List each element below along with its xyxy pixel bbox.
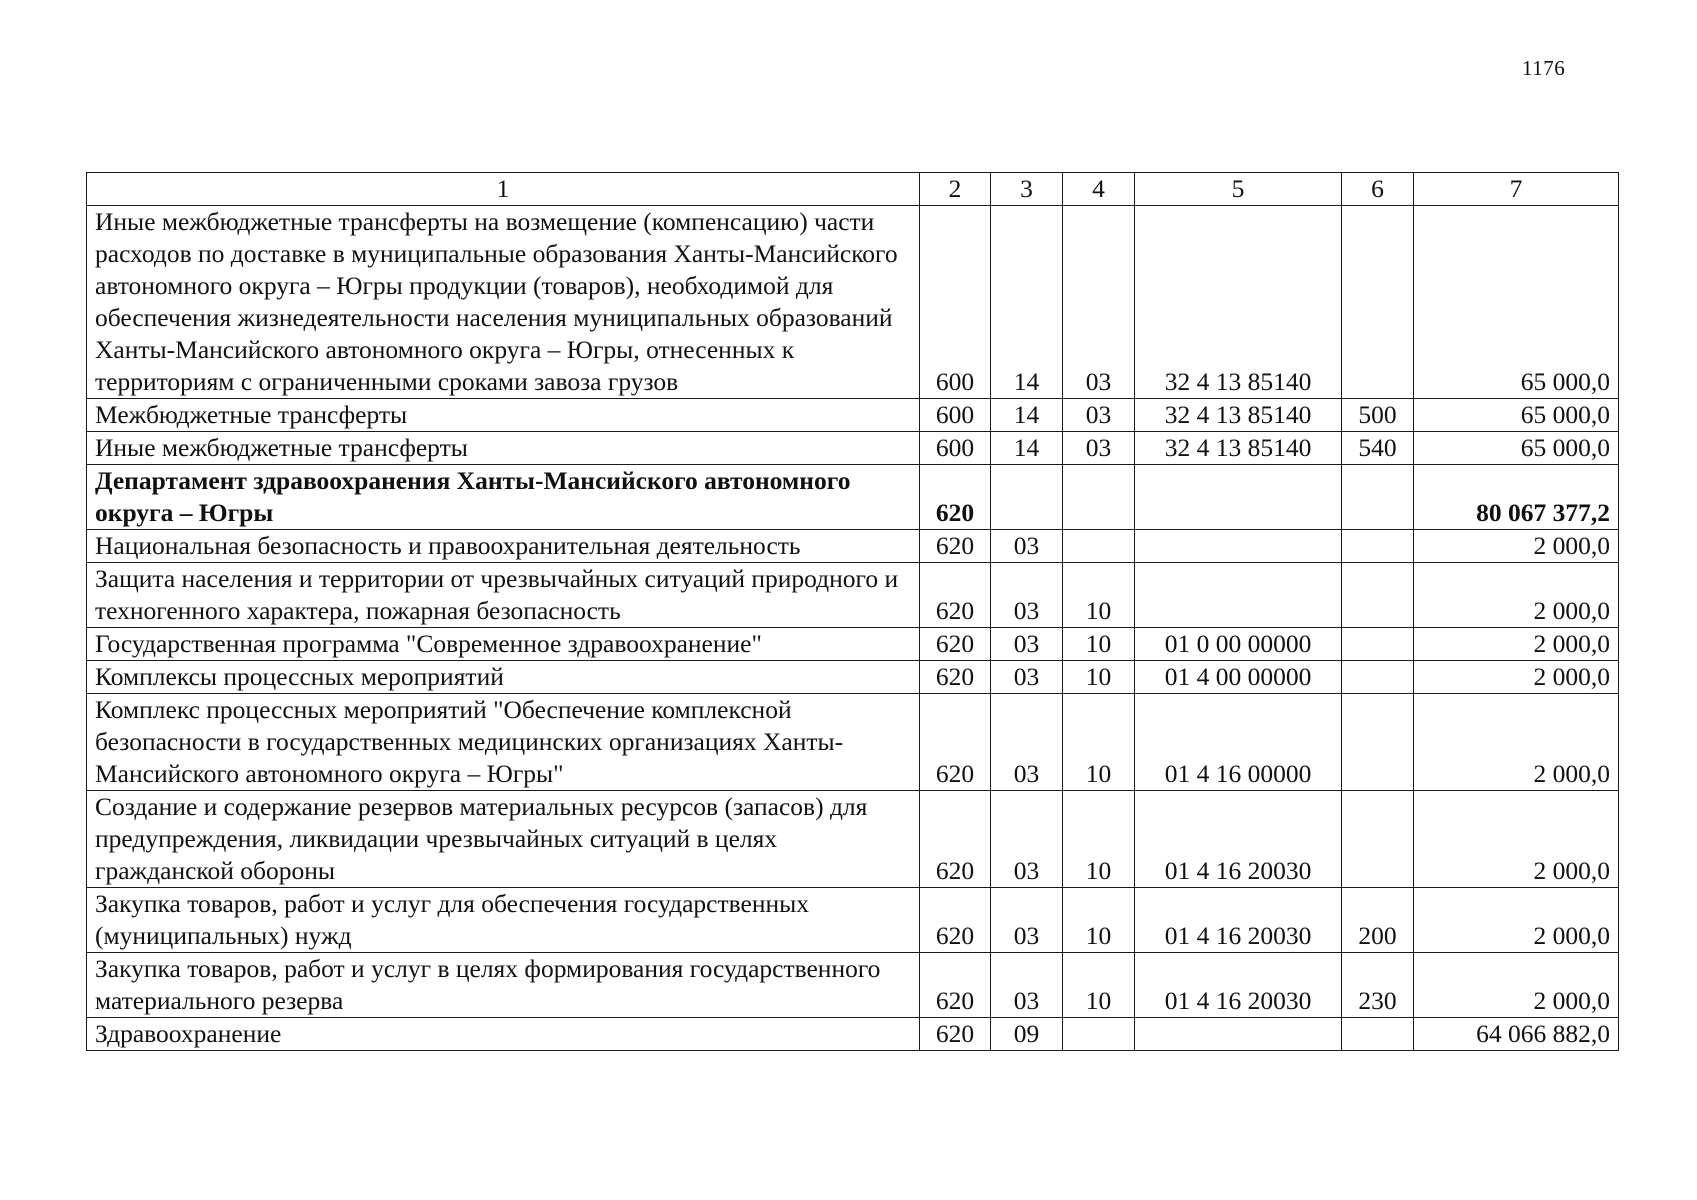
column-number-1: 1 xyxy=(87,173,920,206)
row-name: Государственная программа "Современное здравоохранение" xyxy=(87,628,920,661)
cell-subsection: 10 xyxy=(1063,791,1135,888)
cell-section: 14 xyxy=(991,206,1063,399)
cell-amount: 2 000,0 xyxy=(1414,953,1619,1018)
table-row xyxy=(87,530,1619,563)
cell-ministry-code: 600 xyxy=(920,206,991,399)
cell-ministry-code: 620 xyxy=(920,1018,991,1051)
cell-expense-type: 200 xyxy=(1342,888,1414,953)
row-name: Межбюджетные трансферты xyxy=(87,399,920,432)
cell-section xyxy=(991,465,1063,530)
cell-expense-type xyxy=(1342,206,1414,399)
cell-section: 14 xyxy=(991,432,1063,465)
cell-ministry-code: 620 xyxy=(920,530,991,563)
cell-expense-type xyxy=(1342,530,1414,563)
cell-ministry-code: 620 xyxy=(920,465,991,530)
cell-amount: 2 000,0 xyxy=(1414,791,1619,888)
cell-section: 03 xyxy=(991,888,1063,953)
cell-target-article: 01 4 16 20030 xyxy=(1135,953,1342,1018)
row-name: Создание и содержание резервов материальных ресурсов (запасов) для предупреждения, ликвидации чрезвычайных ситуаций в целях гражданской обороны xyxy=(87,791,920,888)
cell-expense-type xyxy=(1342,791,1414,888)
cell-ministry-code: 620 xyxy=(920,661,991,694)
cell-amount: 2 000,0 xyxy=(1414,661,1619,694)
cell-subsection xyxy=(1063,530,1135,563)
cell-expense-type xyxy=(1342,661,1414,694)
row-name: Здравоохранение xyxy=(87,1018,920,1051)
table-row xyxy=(87,661,1619,694)
cell-subsection xyxy=(1063,465,1135,530)
cell-ministry-code: 620 xyxy=(920,563,991,628)
cell-amount: 2 000,0 xyxy=(1414,888,1619,953)
table-row xyxy=(87,399,1619,432)
cell-subsection: 10 xyxy=(1063,888,1135,953)
row-name: Комплекс процессных мероприятий "Обеспечение комплексной безопасности в государственных медицинских организациях Ханты-Мансийского автономного округа – Югры" xyxy=(87,694,920,791)
cell-amount: 2 000,0 xyxy=(1414,694,1619,791)
cell-expense-type: 540 xyxy=(1342,432,1414,465)
cell-section: 03 xyxy=(991,563,1063,628)
table-row xyxy=(87,1018,1619,1051)
cell-subsection: 10 xyxy=(1063,953,1135,1018)
cell-amount: 2 000,0 xyxy=(1414,530,1619,563)
page-number: 1176 xyxy=(1522,56,1566,80)
cell-expense-type xyxy=(1342,465,1414,530)
row-name: Защита населения и территории от чрезвычайных ситуаций природного и техногенного характера, пожарная безопасность xyxy=(87,563,920,628)
column-number-4: 4 xyxy=(1063,173,1135,206)
column-number-3: 3 xyxy=(991,173,1063,206)
table-row xyxy=(87,563,1619,628)
row-name: Департамент здравоохранения Ханты-Мансийского автономного округа – Югры xyxy=(87,465,920,530)
cell-expense-type: 230 xyxy=(1342,953,1414,1018)
cell-subsection: 10 xyxy=(1063,563,1135,628)
cell-target-article xyxy=(1135,465,1342,530)
budget-table xyxy=(86,172,1619,1051)
cell-section: 09 xyxy=(991,1018,1063,1051)
cell-subsection xyxy=(1063,1018,1135,1051)
table-row xyxy=(87,206,1619,399)
cell-expense-type: 500 xyxy=(1342,399,1414,432)
cell-amount: 2 000,0 xyxy=(1414,628,1619,661)
cell-ministry-code: 620 xyxy=(920,953,991,1018)
cell-section: 14 xyxy=(991,399,1063,432)
cell-expense-type xyxy=(1342,628,1414,661)
cell-target-article xyxy=(1135,530,1342,563)
cell-ministry-code: 620 xyxy=(920,628,991,661)
column-number-5: 5 xyxy=(1135,173,1342,206)
cell-target-article: 01 0 00 00000 xyxy=(1135,628,1342,661)
cell-subsection: 03 xyxy=(1063,206,1135,399)
cell-target-article xyxy=(1135,1018,1342,1051)
cell-ministry-code: 620 xyxy=(920,791,991,888)
cell-subsection: 03 xyxy=(1063,399,1135,432)
cell-section: 03 xyxy=(991,694,1063,791)
cell-target-article: 32 4 13 85140 xyxy=(1135,399,1342,432)
cell-ministry-code: 600 xyxy=(920,432,991,465)
cell-subsection: 10 xyxy=(1063,628,1135,661)
row-name: Иные межбюджетные трансферты на возмещение (компенсацию) части расходов по доставке в муниципальные образования Ханты-Мансийского автономного округа – Югры продукции (товаров), необходимой для обеспечения жизнедеятельности населения муниципальных образований Ханты-Мансийского автономного округа – Югры, отнесенных к территориям с ограниченными сроками завоза грузов xyxy=(87,206,920,399)
table-row xyxy=(87,465,1619,530)
column-number-2: 2 xyxy=(920,173,991,206)
row-name: Закупка товаров, работ и услуг в целях формирования государственного материального резерва xyxy=(87,953,920,1018)
cell-target-article: 32 4 13 85140 xyxy=(1135,432,1342,465)
cell-subsection: 10 xyxy=(1063,694,1135,791)
cell-subsection: 03 xyxy=(1063,432,1135,465)
cell-expense-type xyxy=(1342,694,1414,791)
table-row xyxy=(87,628,1619,661)
row-name: Иные межбюджетные трансферты xyxy=(87,432,920,465)
row-name: Национальная безопасность и правоохранительная деятельность xyxy=(87,530,920,563)
cell-section: 03 xyxy=(991,661,1063,694)
cell-target-article: 01 4 00 00000 xyxy=(1135,661,1342,694)
cell-expense-type xyxy=(1342,563,1414,628)
table-row xyxy=(87,694,1619,791)
row-name: Комплексы процессных мероприятий xyxy=(87,661,920,694)
column-number-7: 7 xyxy=(1414,173,1619,206)
cell-subsection: 10 xyxy=(1063,661,1135,694)
cell-section: 03 xyxy=(991,628,1063,661)
cell-target-article: 01 4 16 20030 xyxy=(1135,791,1342,888)
cell-target-article xyxy=(1135,563,1342,628)
cell-ministry-code: 620 xyxy=(920,888,991,953)
cell-amount: 65 000,0 xyxy=(1414,399,1619,432)
cell-target-article: 01 4 16 20030 xyxy=(1135,888,1342,953)
cell-section: 03 xyxy=(991,953,1063,1018)
cell-target-article: 32 4 13 85140 xyxy=(1135,206,1342,399)
budget-table-body xyxy=(87,173,1619,1051)
cell-section: 03 xyxy=(991,791,1063,888)
cell-amount: 80 067 377,2 xyxy=(1414,465,1619,530)
table-row xyxy=(87,432,1619,465)
cell-amount: 64 066 882,0 xyxy=(1414,1018,1619,1051)
cell-ministry-code: 620 xyxy=(920,694,991,791)
cell-target-article: 01 4 16 00000 xyxy=(1135,694,1342,791)
column-number-row xyxy=(87,173,1619,206)
cell-amount: 65 000,0 xyxy=(1414,432,1619,465)
table-row xyxy=(87,791,1619,888)
column-number-6: 6 xyxy=(1342,173,1414,206)
table-row xyxy=(87,888,1619,953)
row-name: Закупка товаров, работ и услуг для обеспечения государственных (муниципальных) нужд xyxy=(87,888,920,953)
cell-amount: 2 000,0 xyxy=(1414,563,1619,628)
table-row xyxy=(87,953,1619,1018)
cell-section: 03 xyxy=(991,530,1063,563)
cell-amount: 65 000,0 xyxy=(1414,206,1619,399)
cell-expense-type xyxy=(1342,1018,1414,1051)
cell-ministry-code: 600 xyxy=(920,399,991,432)
